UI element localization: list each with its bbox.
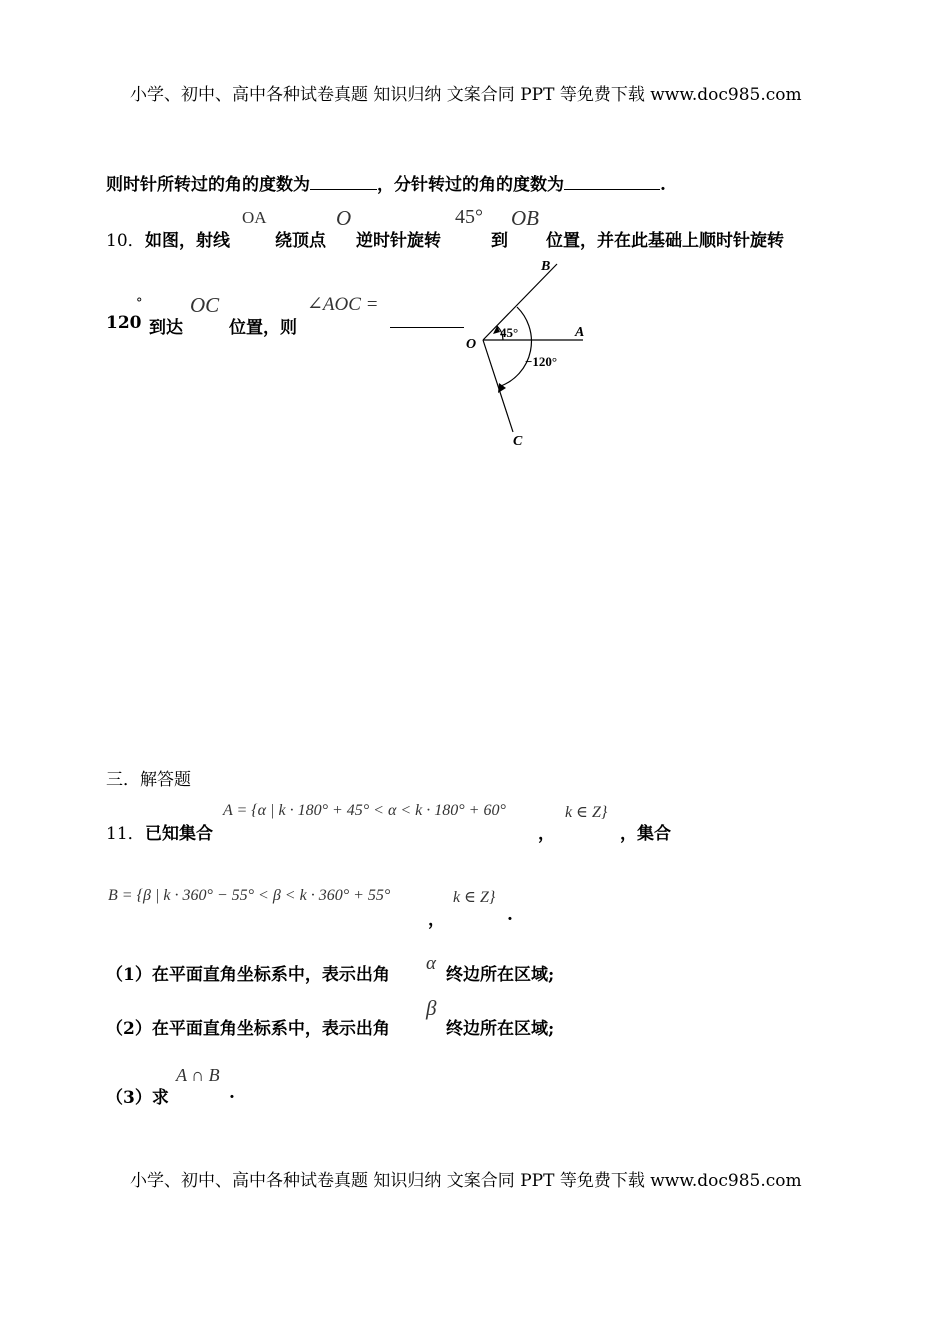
q11-part-2-label: （2）在平面直角坐标系中，表示出角 bbox=[106, 1019, 390, 1039]
q11-set-b: B = {β | k · 360° − 55° < β < k · 360° + 55° bbox=[108, 887, 391, 904]
q10-answer-blank bbox=[390, 327, 464, 328]
q11-text-1: 已知集合 bbox=[145, 824, 213, 844]
q11-part-3-label: （3）求 bbox=[106, 1088, 169, 1108]
arc-45-arrowhead bbox=[493, 326, 500, 334]
q11-set-a: A = {α | k · 180° + 45° < α < k · 180° + 60° bbox=[223, 802, 506, 819]
q10-vertex-o: O bbox=[336, 206, 352, 230]
label-o: O bbox=[466, 337, 477, 352]
q11-alpha: α bbox=[426, 953, 436, 974]
q11-comma-b: ， bbox=[428, 910, 445, 930]
q11-part-1-tail: 终边所在区域; bbox=[446, 965, 555, 985]
page-header: 小学、初中、高中各种试卷真题 知识归纳 文案合同 PPT 等免费下载 www.doc985.com bbox=[130, 85, 802, 105]
q9-blank-minute bbox=[564, 175, 660, 190]
q9-text-3: . bbox=[660, 175, 666, 195]
q10-text-7: 位置，则 bbox=[229, 318, 297, 338]
q11-intersection: A ∩ B bbox=[176, 1065, 220, 1085]
label-a: A bbox=[575, 325, 585, 340]
q9-text-2: ，分针转过的角的度数为 bbox=[377, 175, 564, 195]
q10-ray-oc: OC bbox=[190, 293, 220, 317]
q9-blank-hour bbox=[310, 175, 377, 190]
q11-part-3-tail: . bbox=[229, 1083, 235, 1103]
label-c: C bbox=[513, 434, 523, 449]
ray-ob-line bbox=[483, 264, 557, 340]
label-45: 45° bbox=[500, 325, 519, 340]
q10-rotation-figure bbox=[455, 252, 595, 452]
q10-text-2: 绕顶点 bbox=[275, 231, 326, 251]
q11-text-2: ，集合 bbox=[620, 824, 671, 844]
q10-angle-45: 45° bbox=[455, 206, 483, 228]
q10-text-3: 逆时针旋转 bbox=[356, 231, 441, 251]
q11-beta: β bbox=[426, 996, 437, 1020]
q10-angle-aoc: ∠AOC = bbox=[307, 294, 379, 315]
q9-text-1: 则时针所转过的角的度数为 bbox=[106, 175, 310, 195]
q10-text-5: 位置，并在此基础上顺时针旋转 bbox=[546, 231, 784, 251]
label-minus-120: −120° bbox=[525, 354, 558, 369]
q10-degree-mark: ° bbox=[136, 296, 143, 311]
q10-number: 10． bbox=[106, 231, 145, 251]
q11-period: . bbox=[507, 905, 513, 925]
ray-oc-line bbox=[483, 340, 513, 432]
page-footer: 小学、初中、高中各种试卷真题 知识归纳 文案合同 PPT 等免费下载 www.doc985.com bbox=[130, 1171, 802, 1191]
arc-minus-120 bbox=[501, 307, 531, 386]
section-title: 三．解答题 bbox=[106, 770, 191, 790]
q9-tail-line bbox=[106, 170, 666, 195]
q11-comma-a: ， bbox=[538, 824, 555, 844]
q10-number-120: 120 bbox=[106, 313, 142, 333]
q10-ray-ob: OB bbox=[511, 206, 539, 230]
label-b: B bbox=[541, 259, 551, 274]
q10-text-4: 到 bbox=[491, 231, 508, 251]
q10-ray-oa: OA bbox=[242, 208, 267, 227]
q11-set-b-kz: k ∈ Z} bbox=[453, 889, 496, 906]
q11-part-2-tail: 终边所在区域; bbox=[446, 1019, 555, 1039]
q11-part-1-label: （1）在平面直角坐标系中，表示出角 bbox=[106, 965, 390, 985]
q10-text-1: 如图，射线 bbox=[145, 231, 230, 251]
q10-text-6: 到达 bbox=[149, 318, 183, 338]
q11-set-a-kz: k ∈ Z} bbox=[565, 804, 608, 821]
q11-number: 11． bbox=[106, 824, 145, 844]
